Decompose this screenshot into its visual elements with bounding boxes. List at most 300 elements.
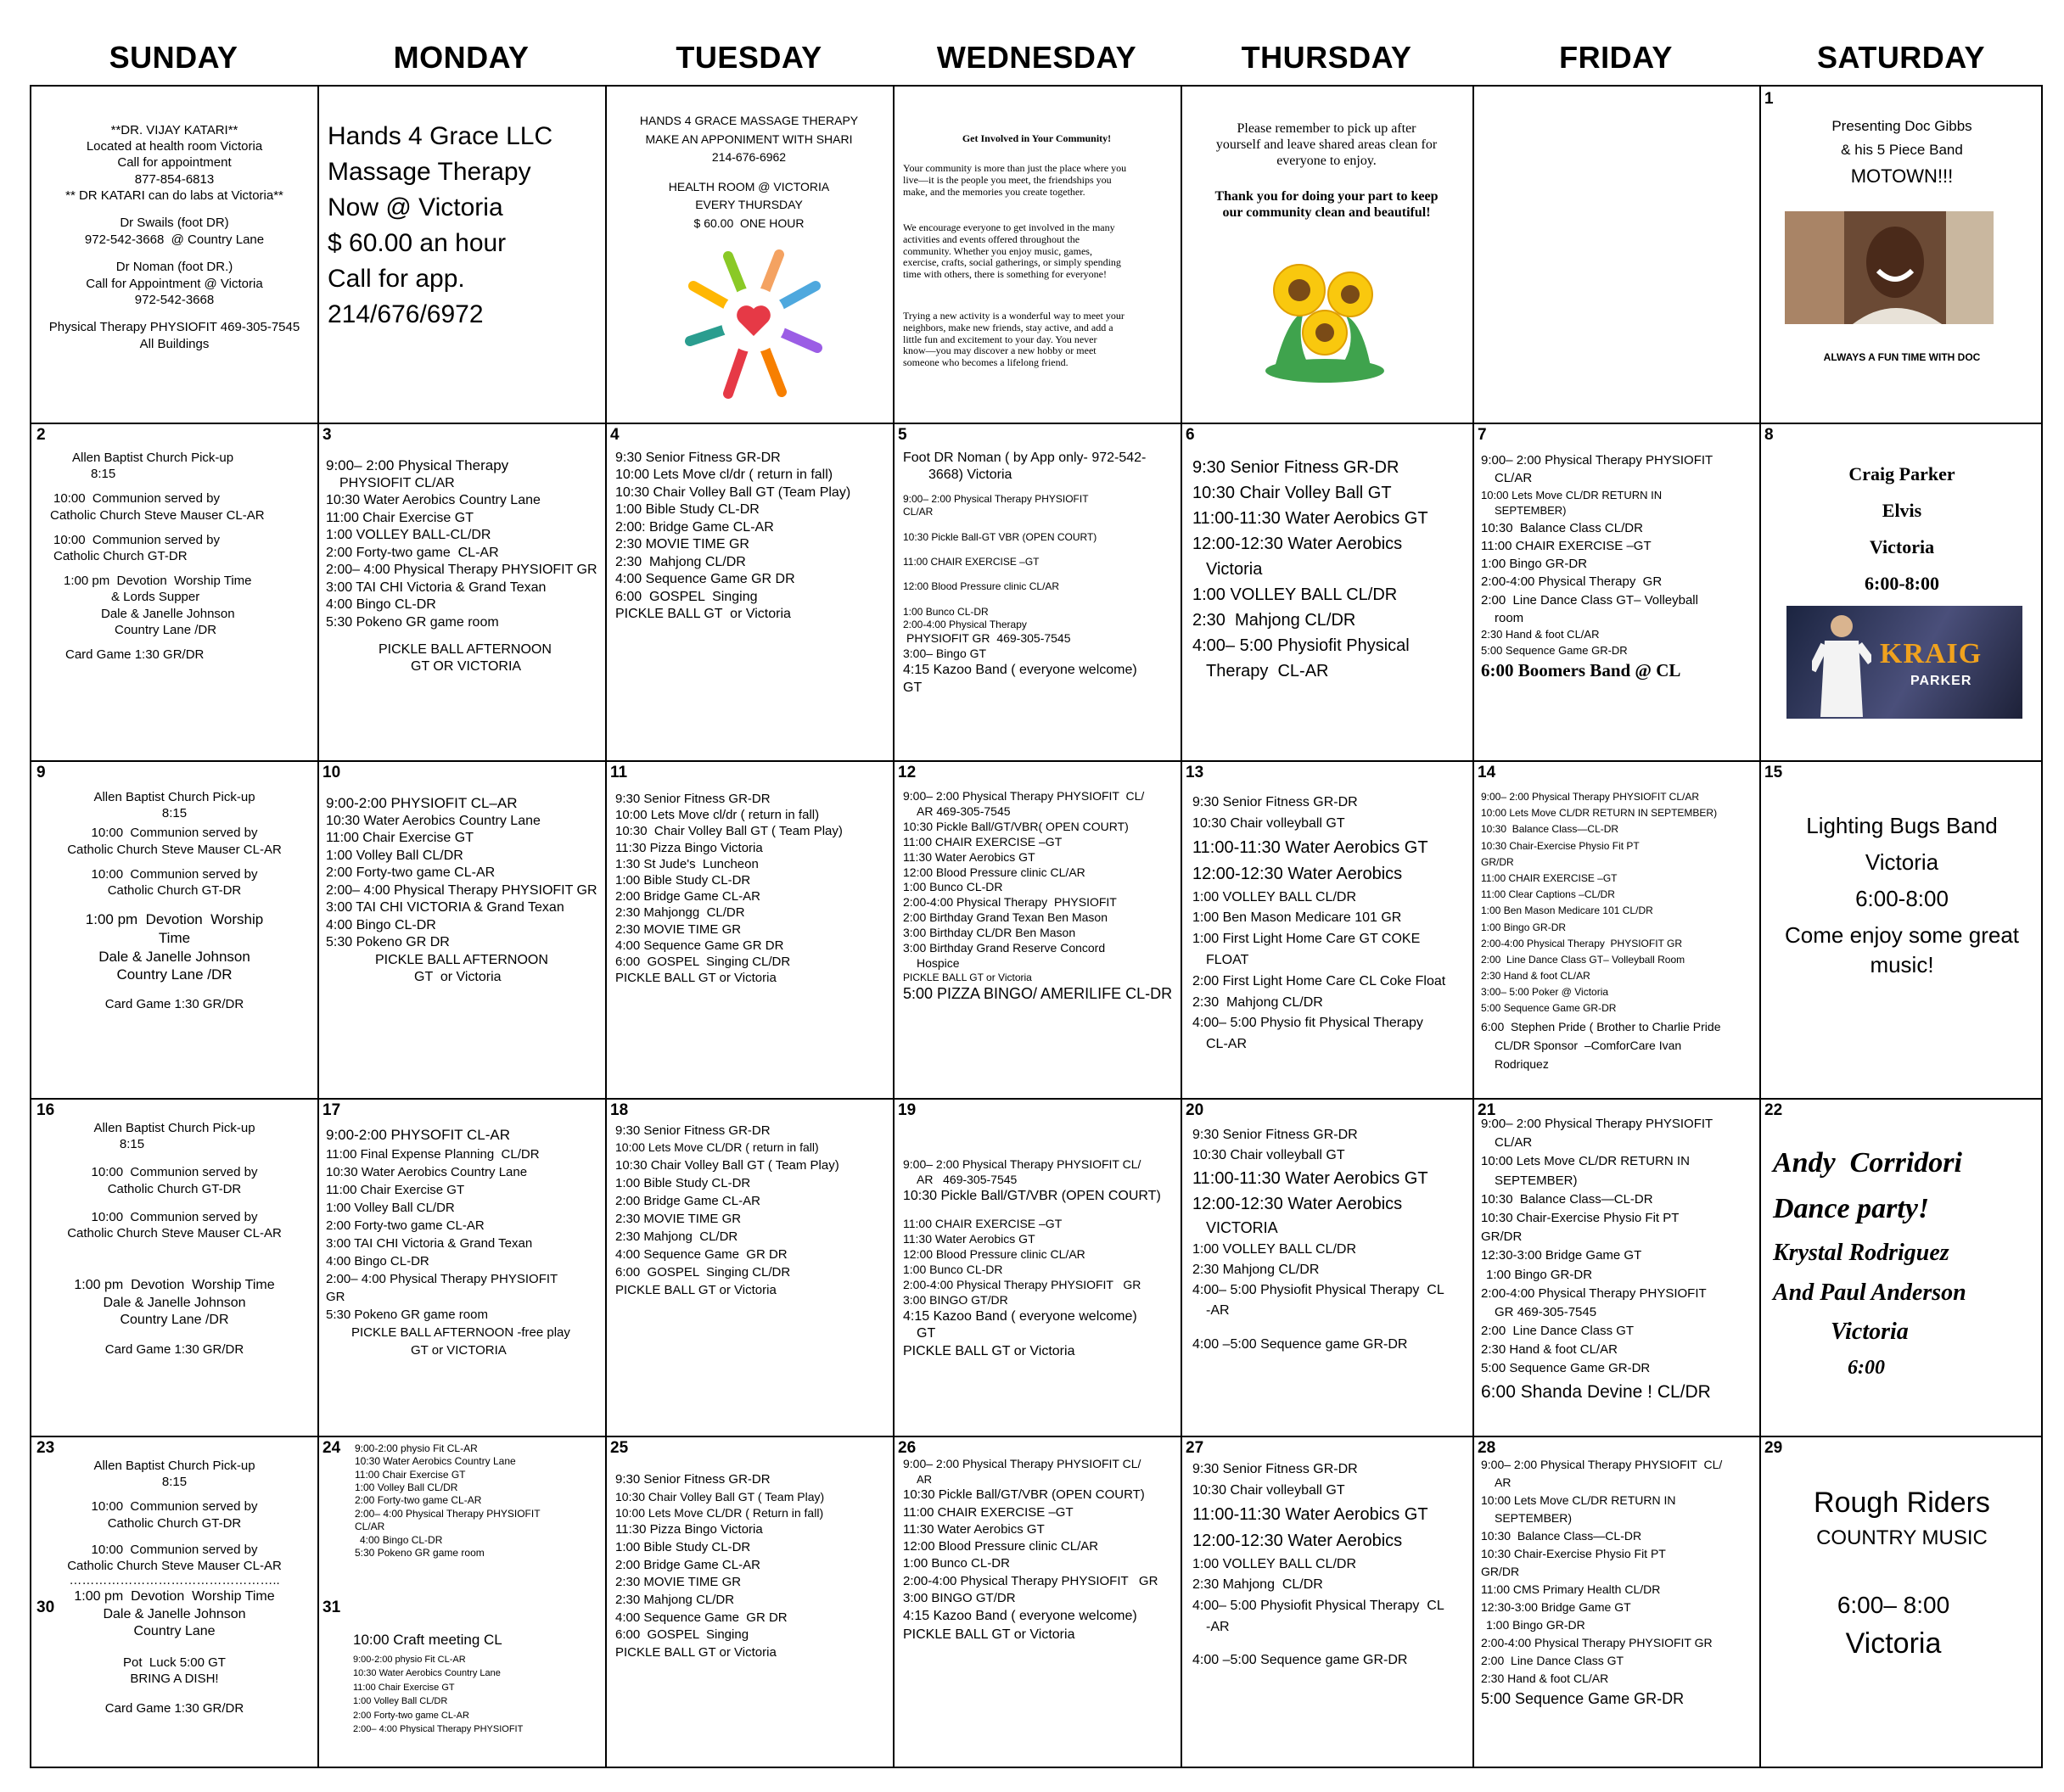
event-line: 2:30 Hand & foot CL/AR [1481,628,1600,641]
community-title: Get Involved in Your Community! [962,132,1112,144]
day-number: 14 [1478,764,1496,781]
event-line: 9:00-2:00 PHYSIOFIT CL–AR [326,795,518,811]
event-line: 4:00– 5:00 Physio fit Physical Therapy [1192,1016,1423,1031]
day-number: 23 [36,1439,55,1457]
event-line: 2:00-4:00 Physical Therapy [903,619,1027,631]
event-line: 2:30 MOVIE TIME GR [615,1575,742,1590]
day-events [31,1120,317,1358]
event-line: 10:30 Chair volleyball GT [1192,1148,1345,1162]
event-line: know—you may discover a new hobby or meet [903,344,1096,357]
event-line: 12:00-12:30 Water Aerobics [1192,864,1403,883]
event-line: GT or VICTORIA [411,1342,507,1358]
event-line: $ 60.00 ONE HOUR [693,216,805,231]
event-line: Catholic Church Steve Mauser CL-AR [67,1225,282,1240]
event-line: 2:00 Line Dance Class GT [1481,1654,1624,1667]
event-line: 1:00 VOLLEY BALL CL/DR [1192,585,1398,604]
day-events [1192,1459,1444,1672]
event-line: SEPTEMBER) [1495,1511,1573,1525]
event-line: EVERY THURSDAY [695,198,803,212]
event-line: 1:00 pm Devotion Worship Time [64,574,252,589]
day-header-wednesday: WEDNESDAY [936,40,1137,75]
event-line: 9:00-2:00 physio Fit CL-AR [353,1654,466,1665]
event-line: 10:30 Balance Class—CL-DR [1481,1191,1653,1207]
event-line: 10:30 Chair-Exercise Physio Fit PT [1481,839,1640,852]
day-cell-22 [1759,1098,2044,1436]
day-cell-7 [1472,423,1759,760]
day-number: 22 [1764,1101,1783,1119]
event-line: PICKLE BALL AFTERNOON [379,641,552,657]
event-line: 12:00 Blood Pressure clinic CL/AR [903,865,1085,879]
event-line: 2:00– 4:00 Physical Therapy PHYSIOFIT [355,1507,541,1520]
event-line: All Buildings [139,336,210,351]
day-number: 7 [1478,426,1487,444]
event-line: 5:00 Sequence Game GR-DR [1481,1690,1685,1707]
event-line: **DR. VIJAY KATARI** [110,123,238,137]
event-line: 9:00– 2:00 Physical Therapy PHYSIOFIT CL/ [903,1157,1141,1171]
event-line: 6:00 GOSPEL Singing CL/DR [615,954,791,969]
event-line: 2:00-4:00 Physical Therapy PHYSIOFIT GR [1481,1636,1713,1649]
event-line: 11:30 Pizza Bingo Victoria [615,1522,763,1537]
event-line: Victoria [1831,1318,1909,1345]
clean-reminder [1181,120,1472,170]
day-events [326,456,597,676]
event-line: 10:30 Chair Volley Ball GT ( Team Play) [615,1157,839,1173]
event-line: 11:00 CHAIR EXERCISE –GT [903,556,1040,568]
event-line: 12:30-3:00 Bridge Game GT [1481,1600,1631,1614]
day-header-saturday: SATURDAY [1816,40,1986,75]
event-line: 11:00 CHAIR EXERCISE –GT [903,1217,1063,1231]
event-line [605,167,893,178]
event-line: Lighting Bugs Band [1806,813,1998,838]
event-line: AR 469-305-7545 [917,804,1011,818]
event-line: 9:30 Senior Fitness GR-DR [1192,1128,1358,1142]
event-line: 10:00 Communion served by [91,1165,258,1180]
event-line: 3:00 BINGO GT/DR [903,1590,1016,1605]
event-line: 9:30 Senior Fitness GR-DR [615,451,781,465]
event-line: 1:00 Volley Ball CL/DR [353,1696,448,1706]
event-line: 2:00 Bridge Game CL-AR [615,1193,760,1208]
event-line: 3:00 TAI CHI Victoria & Grand Texan [326,580,547,595]
event-line: 3:00 TAI CHI Victoria & Grand Texan [326,1235,533,1251]
event-line: 1:30 St Jude's Luncheon [615,856,759,871]
event-line [31,248,317,260]
event-line: someone who becomes a lifelong friend. [903,356,1068,369]
event-line: 4:00 –5:00 Sequence game GR-DR [1192,1337,1408,1352]
event-line: 11:00 CHAIR EXERCISE –GT [903,834,1063,848]
day-number: 26 [898,1439,917,1457]
event-line: PICKLE BALL GT or Victoria [615,971,777,986]
event-line: 1:00 Ben Mason Medicare 101 CL/DR [1481,904,1653,917]
event-line: 1:00 Bible Study CL-DR [615,1540,751,1554]
event-line: 2:30 Mahjongg CL/DR [615,905,745,921]
info-cell-empty [1472,87,1759,423]
event-line: CL/AR [355,1520,385,1533]
event-line: 2:00– 4:00 Physical Therapy PHYSIOFIT GR [326,882,597,898]
day-cell-9 [31,760,317,1098]
event-line: Time [158,929,191,946]
event-line: 1:00 pm Devotion Worship Time [74,1589,275,1604]
event-line: 11:00-11:30 Water Aerobics GT [1192,837,1428,857]
event-line: 2:00: Bridge Game CL-AR [615,519,774,535]
day-cell-10 [317,760,605,1098]
event-line: Located at health room Victoria [86,139,263,154]
event-line: GT [903,680,923,695]
event-line: 10:00 Lets Move cl/dr ( return in fall) [615,468,833,483]
event-line: 877-854-6813 [134,171,215,187]
event-line: community. Whether you enjoy music, games, [903,244,1092,257]
event-line: Allen Baptist Church Pick-up [72,451,234,465]
day-cell-18 [605,1098,893,1436]
event-line: 5:30 Pokeno GR DR [326,935,450,950]
event-line: CL-AR [1206,1037,1248,1052]
event-line: 10:30 Chair volleyball GT [1192,815,1345,831]
event-line: 1:00 VOLLEY BALL CL/DR [1192,1242,1356,1257]
event-line: Catholic Church GT-DR [107,882,242,898]
event-line: 972-542-3668 [134,292,215,307]
event-line: 4:00 Sequence Game GR DR [615,1246,788,1262]
event-line: 9:00– 2:00 Physical Therapy PHYSIOFIT [903,492,1089,505]
event-line: We encourage everyone to get involved in the many [903,221,1115,233]
event-line: 11:00 Final Expense Planning CL/DR [326,1146,540,1162]
day-events [31,1458,317,1716]
event-line: everyone to enjoy. [1276,154,1377,169]
event-line: Dale & Janelle Johnson [98,948,250,965]
event-line: GR [326,1289,345,1304]
event-line: 11:00 Clear Captions –CL/DR [1481,888,1615,901]
event-line: 5:30 Pokeno GR game room [355,1546,485,1559]
event-line: 11:00 Chair Exercise GT [326,1182,465,1197]
event-line: Andy Corridori [1773,1147,1962,1179]
day-events [903,1456,1158,1644]
event-line: 11:00 CHAIR EXERCISE –GT [1481,538,1652,553]
event-line: activities and events offered throughout the [903,232,1080,245]
event-line: GR/DR [1481,1229,1523,1245]
event-line: 1:00 VOLLEY BALL-CL/DR [326,528,491,543]
day-number: 12 [898,764,917,781]
event-line: 9:30 Senior Fitness GR-DR [1192,795,1358,809]
event-line: Catholic Church GT-DR [53,548,188,563]
day-number: 8 [1764,426,1774,444]
event-line: 1:00 Bingo GR-DR [1486,1618,1585,1632]
day-number: 2 [36,426,46,444]
event-line: 5:30 Pokeno GR game room [326,1307,488,1322]
event-line: Dale & Janelle Johnson [101,606,235,621]
event-line: Catholic Church Steve Mauser CL-AR [67,842,282,857]
event-line: 1:00 VOLLEY BALL CL/DR [1192,1556,1356,1571]
day-cell-16 [31,1098,317,1436]
event-line: 6:00 [1848,1356,1885,1379]
event-line: 3:00 TAI CHI VICTORIA & Grand Texan [326,900,564,916]
event-line: Victoria [1869,535,1935,557]
event-line: Dale & Janelle Johnson [103,1606,246,1621]
day-number-31: 31 [322,1599,341,1616]
event-line: 10:00 Lets Move CL/DR RETURN IN SEPTEMBER) [1481,807,1718,820]
event-line: And Paul Anderson [1773,1280,1966,1307]
rough-riders-event [1759,1485,2044,1663]
event-line: 1:00 Bunco CL-DR [903,605,989,618]
event-line: 12:30-3:00 Bridge Game GT [1481,1248,1642,1263]
event-line: 1:00 First Light Home Care GT COKE [1192,932,1421,947]
event-line: 2:00– 4:00 Physical Therapy PHYSIOFIT [326,1271,558,1286]
event-line [31,308,317,320]
event-line: Card Game 1:30 GR/DR [104,1341,244,1357]
event-line: 2:00-4:00 Physical Therapy PHYSIOFIT GR [1481,937,1682,949]
event-line: Catholic Church Steve Mauser CL-AR [50,507,265,523]
event-line: VICTORIA [1206,1219,1278,1236]
event-line: 10:00 Lets Move cl/dr ( return in fall) [615,808,820,823]
day-number: 24 [322,1439,341,1457]
dance-party-event [1773,1140,1966,1384]
event-line: PICKLE BALL GT or Victoria [615,607,791,622]
event-line: Country Lane /DR [116,966,233,983]
event-line: PICKLE BALL AFTERNOON [375,952,548,967]
event-line: Allen Baptist Church Pick-up [93,1459,255,1473]
event-line: 6:00– 8:00 [1837,1592,1950,1619]
day-events [326,794,597,986]
event-line: 10:30 Balance Class—CL-DR [1481,823,1619,836]
event-line: Catholic Church GT-DR [107,1515,242,1531]
event-line: 5:30 Pokeno GR game room [326,614,499,630]
event-line: 6:00 Stephen Pride ( Brother to Charlie Pride [1481,1019,1721,1033]
event-line: Elvis [1882,499,1922,521]
event-line: & Lords Supper [111,590,200,605]
event-line: Card Game 1:30 GR/DR [104,997,244,1012]
event-line: 3668) Victoria [928,468,1012,483]
event-line: 10:30 Chair Volley Ball GT ( Team Play) [615,1489,825,1504]
day-header-monday: MONDAY [393,40,530,75]
event-line: 8:15 [119,1137,145,1152]
event-line: Rodriquez [1495,1057,1549,1072]
day-cell-15 [1759,760,2044,1098]
event-line: live—it is the people you meet, the friendships you [903,173,1112,186]
event-line: 2:30 Mahjong CL/DR [1192,611,1356,630]
day-events [615,450,850,624]
event-line: 10:30 Chair-Exercise Physio Fit PT [1481,1210,1680,1225]
event-line: 972-542-3668 @ Country Lane [84,232,265,247]
event-line: Physical Therapy PHYSIOFIT 469-305-7545 [48,320,300,335]
event-line: Massage Therapy [328,158,531,186]
event-line: 5:00 Sequence Game GR-DR [1481,1002,1617,1015]
event-line: 2:00-4:00 Physical Therapy PHYSIOFIT [903,895,1117,910]
event-line: 4:00 Bingo CL-DR [326,597,436,613]
day-cell-25 [605,1436,893,1770]
day-cell-28 [1472,1436,1759,1770]
event-line: Country Lane [133,1624,216,1639]
event-line: Catholic Church Steve Mauser CL-AR [67,1558,282,1573]
event-line: 1:00 VOLLEY BALL CL/DR [1192,889,1356,904]
day-cell-12 [893,760,1181,1098]
day-events [1192,792,1445,1056]
event-line: Call for appointment [117,155,232,171]
event-line: PHYSIOFIT CL/AR [339,475,455,490]
event-line: 2:30 MOVIE TIME GR [615,921,742,937]
day-cell-14 [1472,760,1759,1098]
event-line: Allen Baptist Church Pick-up [93,790,255,804]
event-line: GT [917,1326,936,1341]
day-events [1481,1115,1713,1405]
event-line: 9:00– 2:00 Physical Therapy [326,457,509,473]
event-line: 11:00 Chair Exercise GT [326,510,474,525]
event-line: 10:00 Lets Move CL/DR ( return in fall) [615,1140,819,1154]
event-line: 10:30 Water Aerobics Country Lane [326,1164,528,1179]
event-line: 11:30 Pizza Bingo Victoria [615,840,763,855]
lighting-bugs-event [1759,808,2044,976]
event-line: 2:30 MOVIE TIME GR [615,1211,742,1226]
event-line: 4:00 Sequence Game GR DR [615,938,784,953]
day-header-thursday: THURSDAY [1241,40,1412,75]
event-line: Pot Luck 5:00 GT [123,1655,226,1670]
event-line: 2:00 Bridge Game CL-AR [615,889,760,904]
performer-photo [1785,211,1994,324]
event-line: 3:00 Birthday CL/DR Ben Mason [903,926,1076,940]
event-line: 3:00 Birthday Grand Reserve Concord [903,941,1106,955]
event-line: 4:15 Kazoo Band ( everyone welcome) [903,663,1137,678]
info-cell-massage [317,87,605,423]
event-line: 10:30 Chair Volley Ball GT [1192,484,1392,502]
day-events [31,789,317,1012]
day-number: 16 [36,1101,55,1119]
event-line: PICKLE BALL AFTERNOON -free play [351,1324,570,1340]
day-events [903,789,1172,1004]
event-line: 6:00 Shanda Devine ! CL/DR [1481,1381,1711,1402]
day-header-friday: FRIDAY [1559,40,1673,75]
event-line: GR 469-305-7545 [1495,1304,1597,1319]
event-line: 9:00– 2:00 Physical Therapy PHYSIOFIT CL/ [1481,1458,1723,1471]
event-line: 2:00 First Light Home Care CL Coke Float [1192,973,1446,988]
day-events [355,1442,541,1560]
day-cell-24-31 [317,1436,605,1770]
event-line: Now @ Victoria [328,193,503,221]
event-line: 11:00 Chair Exercise GT [355,1468,466,1481]
day-events [326,1125,570,1359]
event-line: SEPTEMBER) [1495,1173,1578,1188]
event-line: 4:00 Bingo CL-DR [360,1533,443,1546]
day-events [615,791,843,986]
event-line: 4:15 Kazoo Band ( everyone welcome) [903,1609,1137,1624]
clean-thanks [1181,188,1472,221]
event-line: 11:00-11:30 Water Aerobics GT [1192,1169,1428,1188]
event-line: 10:30 Chair Volley Ball GT (Team Play) [615,484,851,500]
event-line: 8:15 [161,806,188,821]
event-line: ** DR KATARI can do labs at Victoria** [65,188,283,203]
event-line: AR 469-305-7545 [917,1172,1018,1186]
day-number: 15 [1764,764,1783,781]
event-line: 1:00 Bingo GR-DR [1481,921,1567,933]
event-line: 12:00 Blood Pressure clinic CL/AR [903,580,1060,593]
event-line: 10:00 Lets Move CL/DR ( Return in fall) [615,1506,824,1520]
event-line: -AR [1206,1303,1230,1318]
event-line: 11:00 CMS Primary Health CL/DR [1481,1582,1661,1596]
info-cell-community [893,87,1181,423]
event-line: 10:30 Pickle Ball-GT VBR (OPEN COURT) [903,530,1097,543]
event-line: room [1495,610,1524,625]
doc-gibbs-event [1759,117,2044,188]
event-line: yourself and leave shared areas clean for [1215,137,1438,153]
event-line: 4:00 –5:00 Sequence game GR-DR [1192,1652,1408,1667]
event-line: 10:00 Craft meeting CL [353,1632,502,1648]
event-line: 10:00 Lets Move CL/DR RETURN IN [1481,1154,1690,1169]
event-line: GT OR VICTORIA [411,659,522,675]
event-line: 1:00 Bunco CL-DR [903,1556,1010,1571]
day-events-31 [353,1629,523,1737]
event-line: 12:00-12:30 Water Aerobics [1192,1195,1403,1213]
event-line: 12:00-12:30 Water Aerobics [1192,535,1403,553]
event-line: GR/DR [1481,855,1514,868]
day-events [615,1471,824,1662]
event-line: 11:30 Water Aerobics GT [903,1232,1035,1246]
event-line: Krystal Rodriguez [1773,1239,1949,1266]
event-line: 2:00 Forty-two game CL-AR [326,865,496,881]
day-cell-21 [1472,1098,1759,1436]
event-line: GT or Victoria [414,969,502,984]
event-line: 12:00-12:30 Water Aerobics [1192,1531,1403,1550]
event-line: Country Lane /DR [115,622,217,637]
day-number: 25 [610,1439,629,1457]
day-cell-1 [1759,87,2044,423]
event-line: 10:30 Water Aerobics Country Lane [326,813,541,828]
event-line: 3:00– 5:00 Poker @ Victoria [1481,986,1609,999]
event-line: 1:00 Bunco CL-DR [903,1263,1003,1276]
event-line: Dr Swails (foot DR) [120,216,229,231]
event-line: 6:00-8:00 [1855,885,1949,911]
event-line: 10:30 Pickle Ball/GT/VBR (OPEN COURT) [903,1188,1161,1203]
event-line: 2:30 Mahjong CL/DR [615,1593,735,1608]
event-line: 1:00 Volley Ball CL/DR [326,1200,455,1215]
day-number: 21 [1478,1101,1496,1119]
day-cell-4 [605,423,893,760]
day-cell-2 [31,423,317,760]
event-line: make, and the memories you create together. [903,185,1085,198]
event-line: 10:30 Pickle Ball/GT/VBR( OPEN COURT) [903,819,1129,833]
community-paragraph-3 [903,311,1125,369]
day-events [1192,1125,1444,1355]
day-header-tuesday: TUESDAY [676,40,822,75]
event-line: 10:00 Lets Move CL/DR RETURN IN [1481,488,1663,501]
event-line: Call for app. [328,265,465,293]
event-line: 10:30 Balance Class CL/DR [1481,520,1643,535]
event-line: CL/AR [1495,1135,1533,1151]
day-number: 3 [322,426,332,444]
elvis-event [1759,456,2044,602]
day-events [50,450,265,663]
event-line: HANDS 4 GRACE MASSAGE THERAPY [639,114,859,127]
event-line: 9:00– 2:00 Physical Therapy PHYSIOFIT [1481,1117,1713,1131]
day-header-sunday: SUNDAY [109,40,238,75]
event-line: 4:00– 5:00 Physiofit Physical Therapy CL [1192,1283,1444,1297]
event-line: 12:00 Blood Pressure clinic CL/AR [903,1539,1099,1554]
day-events [615,1122,839,1299]
day-number: 18 [610,1101,629,1119]
day-cell-17 [317,1098,605,1436]
event-line: 10:00 Communion served by [91,1499,258,1515]
event-line: 12:00 Blood Pressure clinic CL/AR [903,1247,1085,1262]
event-line: 9:00– 2:00 Physical Therapy PHYSIOFIT CL/ [903,1457,1141,1470]
event-line: 11:30 Water Aerobics GT [903,1521,1045,1537]
day-events [1481,1456,1722,1711]
event-line: 4:00 Sequence Game GR DR [615,572,795,587]
event-line: little fun and excitement to your day. You never [903,333,1097,345]
event-line: CL/AR [903,506,934,518]
event-line: PICKLE BALL GT or Victoria [903,1343,1075,1358]
event-line: 9:30 Senior Fitness GR-DR [615,1123,771,1138]
day-cell-6 [1181,423,1472,760]
hands-heart-illustration [681,248,826,405]
day-number: 6 [1186,426,1195,444]
event-line: 1:00 pm Devotion Worship Time [74,1278,275,1293]
event-line: 2:00 Forty-two game CL-AR [326,545,499,560]
event-line: MAKE AN APPONIMENT WITH SHARI [645,132,853,146]
event-line: Your community is more than just the place where you [903,162,1127,174]
